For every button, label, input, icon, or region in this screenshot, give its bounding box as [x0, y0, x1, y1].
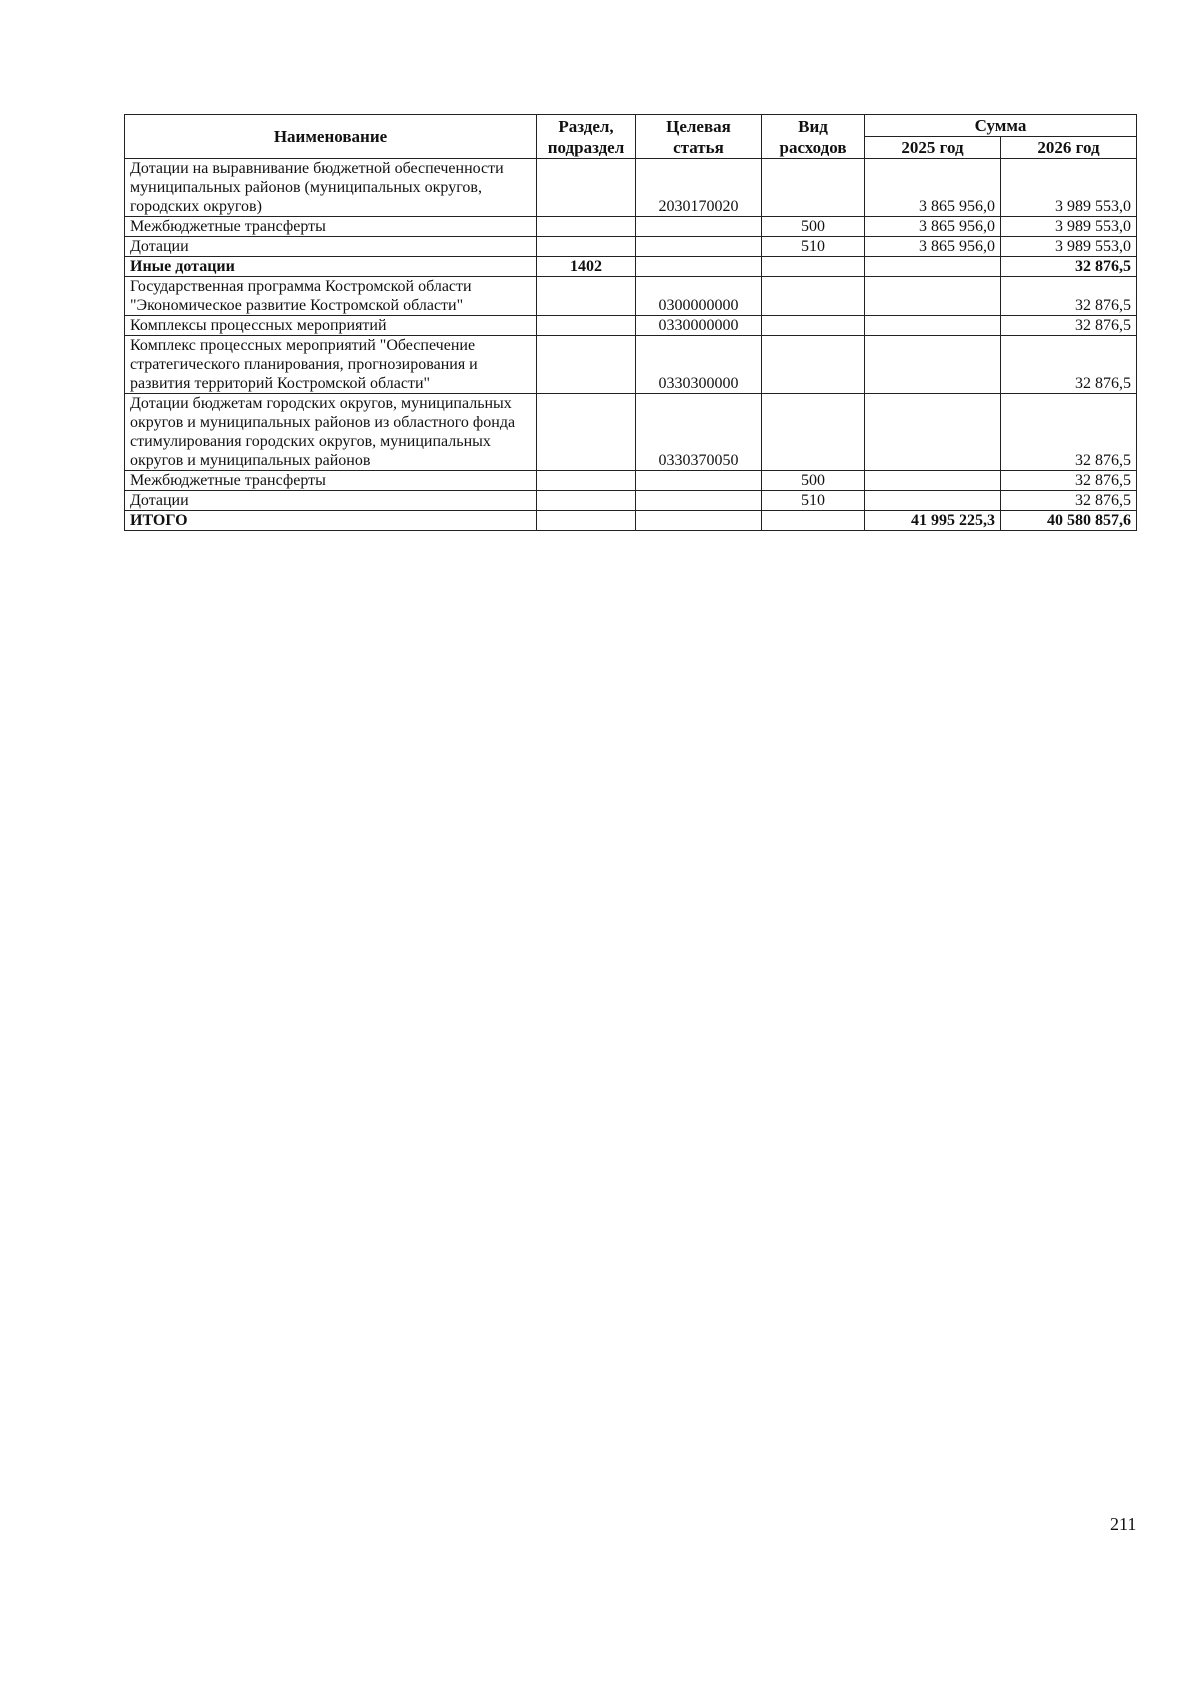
row-2025: 41 995 225,3: [865, 511, 1001, 531]
table-row: [125, 159, 1137, 217]
row-type: [762, 159, 865, 217]
row-name: Межбюджетные трансферты: [125, 217, 537, 237]
row-type: 510: [762, 491, 865, 511]
row-2026: 3 989 553,0: [1001, 237, 1137, 257]
row-type: [762, 336, 865, 394]
header-year-2025: 2025 год: [865, 137, 1001, 159]
row-name: Комплексы процессных мероприятий: [125, 316, 537, 336]
row-2025: [865, 394, 1001, 471]
row-type: [762, 394, 865, 471]
row-target: 0330370050: [636, 394, 762, 471]
row-2025: 3 865 956,0: [865, 217, 1001, 237]
row-2026: 32 876,5: [1001, 471, 1137, 491]
row-target: 2030170020: [636, 159, 762, 217]
row-type: 500: [762, 471, 865, 491]
table-row: [125, 217, 1137, 237]
header-section: Раздел, подраздел: [537, 115, 636, 159]
row-name: Межбюджетные трансферты: [125, 471, 537, 491]
row-2026: 3 989 553,0: [1001, 217, 1137, 237]
row-section: [537, 336, 636, 394]
row-section: [537, 471, 636, 491]
row-type: [762, 316, 865, 336]
row-2026: 32 876,5: [1001, 316, 1137, 336]
header-expense-type: Вид расходов: [762, 115, 865, 159]
header-name: Наименование: [125, 115, 537, 159]
table-row: [125, 336, 1137, 394]
row-section: [537, 277, 636, 316]
row-2025: [865, 277, 1001, 316]
row-2025: 3 865 956,0: [865, 237, 1001, 257]
header-year-2026: 2026 год: [1001, 137, 1137, 159]
row-target: [636, 237, 762, 257]
row-section: [537, 237, 636, 257]
row-target: 0300000000: [636, 277, 762, 316]
total-row: [125, 511, 1137, 531]
row-target: 0330300000: [636, 336, 762, 394]
row-section: [537, 217, 636, 237]
row-2025: [865, 336, 1001, 394]
table-row: [125, 394, 1137, 471]
row-2026: 32 876,5: [1001, 491, 1137, 511]
row-2026: 40 580 857,6: [1001, 511, 1137, 531]
row-name: Государственная программа Костромской области "Экономическое развитие Костромской области": [125, 277, 537, 316]
row-section: [537, 159, 636, 217]
row-name: ИТОГО: [125, 511, 537, 531]
row-type: 510: [762, 237, 865, 257]
row-2026: 32 876,5: [1001, 277, 1137, 316]
header-target: Целевая статья: [636, 115, 762, 159]
row-2026: 3 989 553,0: [1001, 159, 1137, 217]
row-2026: 32 876,5: [1001, 394, 1137, 471]
row-2026: 32 876,5: [1001, 336, 1137, 394]
table-row: [125, 237, 1137, 257]
page-number: 211: [1110, 1514, 1137, 1534]
table-row: [125, 471, 1137, 491]
row-2025: [865, 316, 1001, 336]
table-row: [125, 316, 1137, 336]
row-target: [636, 217, 762, 237]
row-type: [762, 257, 865, 277]
row-name: Дотации: [125, 237, 537, 257]
row-2025: [865, 257, 1001, 277]
row-name: Дотации: [125, 491, 537, 511]
row-target: [636, 471, 762, 491]
row-2025: [865, 491, 1001, 511]
row-section: [537, 394, 636, 471]
row-section: [537, 316, 636, 336]
table-row: [125, 277, 1137, 316]
header-sum: Сумма: [865, 115, 1137, 137]
row-target: [636, 257, 762, 277]
row-type: [762, 511, 865, 531]
row-2026: 32 876,5: [1001, 257, 1137, 277]
row-name: Дотации на выравнивание бюджетной обеспеченности муниципальных районов (муниципальных округов, городских округов): [125, 159, 537, 217]
row-name: Комплекс процессных мероприятий "Обеспечение стратегического планирования, прогнозирования и развития территорий Костромской области": [125, 336, 537, 394]
row-section: 1402: [537, 257, 636, 277]
row-2025: 3 865 956,0: [865, 159, 1001, 217]
row-name: Иные дотации: [125, 257, 537, 277]
budget-table: [124, 114, 1137, 531]
row-section: [537, 511, 636, 531]
row-target: [636, 511, 762, 531]
row-section: [537, 491, 636, 511]
row-type: [762, 277, 865, 316]
row-target: 0330000000: [636, 316, 762, 336]
row-target: [636, 491, 762, 511]
row-type: 500: [762, 217, 865, 237]
row-name: Дотации бюджетам городских округов, муниципальных округов и муниципальных районов из областного фонда стимулирования городских округов, муниципальных округов и муниципальных районов: [125, 394, 537, 471]
table-row: [125, 491, 1137, 511]
table-row: [125, 257, 1137, 277]
row-2025: [865, 471, 1001, 491]
